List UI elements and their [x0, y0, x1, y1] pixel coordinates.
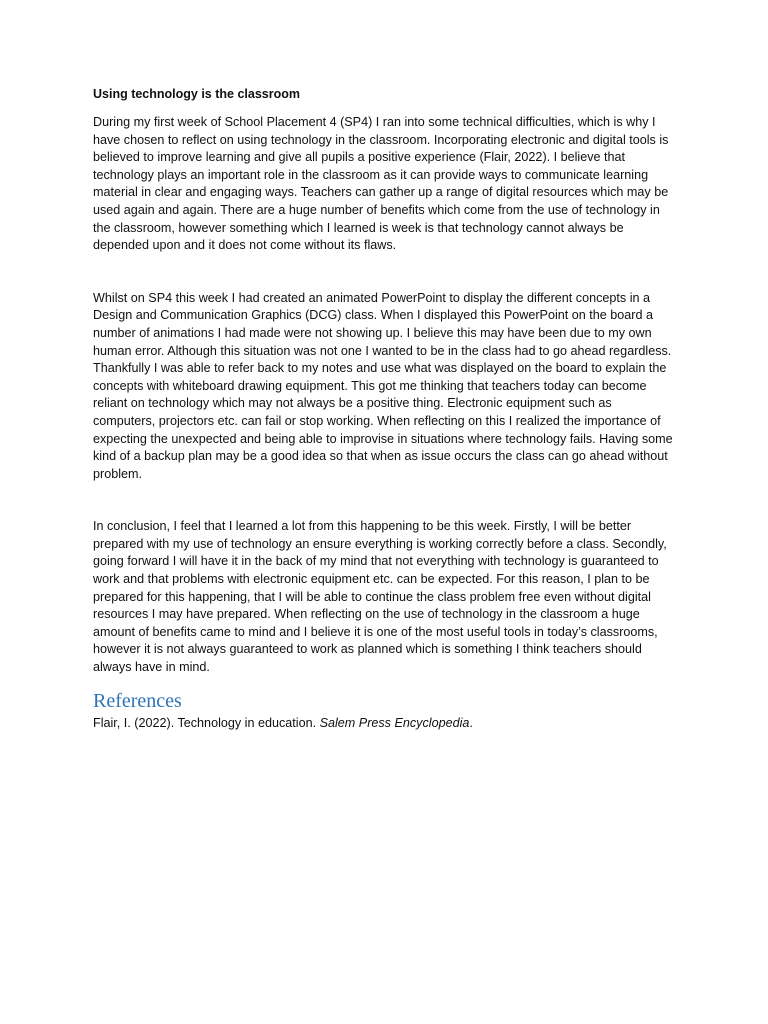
reference-tail: . — [469, 715, 473, 730]
document-page — [93, 86, 677, 732]
paragraph-incident: Whilst on SP4 this week I had created an animated PowerPoint to display the different concepts in a Design and Communication Graphics (DCG) class. When I displayed this PowerPoint on the board a number of animations I had made were not showing up. I believe this may have been due to my own human error. Although this situation was not one I wanted to be in the class had to go ahead regardless. Thankfully I was able to refer back to my notes and use what was displayed on the board to explain the concepts with whiteboard drawing equipment. This got me thinking that teachers today can become reliant on technology which may not always be a positive thing. Electronic equipment such as computers, projectors etc. can fail or stop working. When reflecting on this I realized the importance of expecting the unexpected and being able to improvise in situations where technology fails. Having some kind of a backup plan may be a good idea so that when as issue occurs the class can go ahead without problem. — [93, 290, 673, 481]
paragraph-spacer — [93, 483, 677, 518]
document-title: Using technology is the classroom — [93, 87, 300, 101]
reference-entry — [93, 715, 677, 733]
paragraph-spacer — [93, 255, 677, 290]
references-heading: References — [93, 689, 182, 712]
paragraph-conclusion: In conclusion, I feel that I learned a lot from this happening to be this week. Firstly, I will be better prepared with my use of technology an ensure everything is working correctly before a class. Secondly, going forward I will have it in the back of my mind that not everything with technology is guaranteed to work and that problems with electronic equipment etc. can be expected. For this reason, I plan to be prepared for this happening, that I will be able to continue the class problem free even without digital resources I may have prepared. When reflecting on the use of technology in the classroom a huge amount of benefits came to mind and I believe it is one of the most useful tools in today’s classrooms, however it is not always guaranteed to work as planned which is something I think teachers should always have in mind. — [93, 519, 667, 675]
reference-source-title: Salem Press Encyclopedia — [319, 715, 470, 730]
paragraph-intro: During my first week of School Placement 4 (SP4) I ran into some technical difficulties, which is why I have chosen to reflect on using technology in the classroom. Incorporating electronic and digital tools is believed to improve learning and give all pupils a positive experience (Flair, 2022). I believe that technology plays an important role in the classroom as it can provide ways to communicate learning material in clear and engaging ways. Teachers can gather up a range of digital resources which may be used again and again. There are a huge number of benefits which come from the use of technology in the classroom, however something which I learned is week is that technology cannot always be depended upon and it does not come without its flaws. — [93, 115, 669, 253]
reference-text: Flair, I. (2022). Technology in education. — [93, 715, 320, 730]
